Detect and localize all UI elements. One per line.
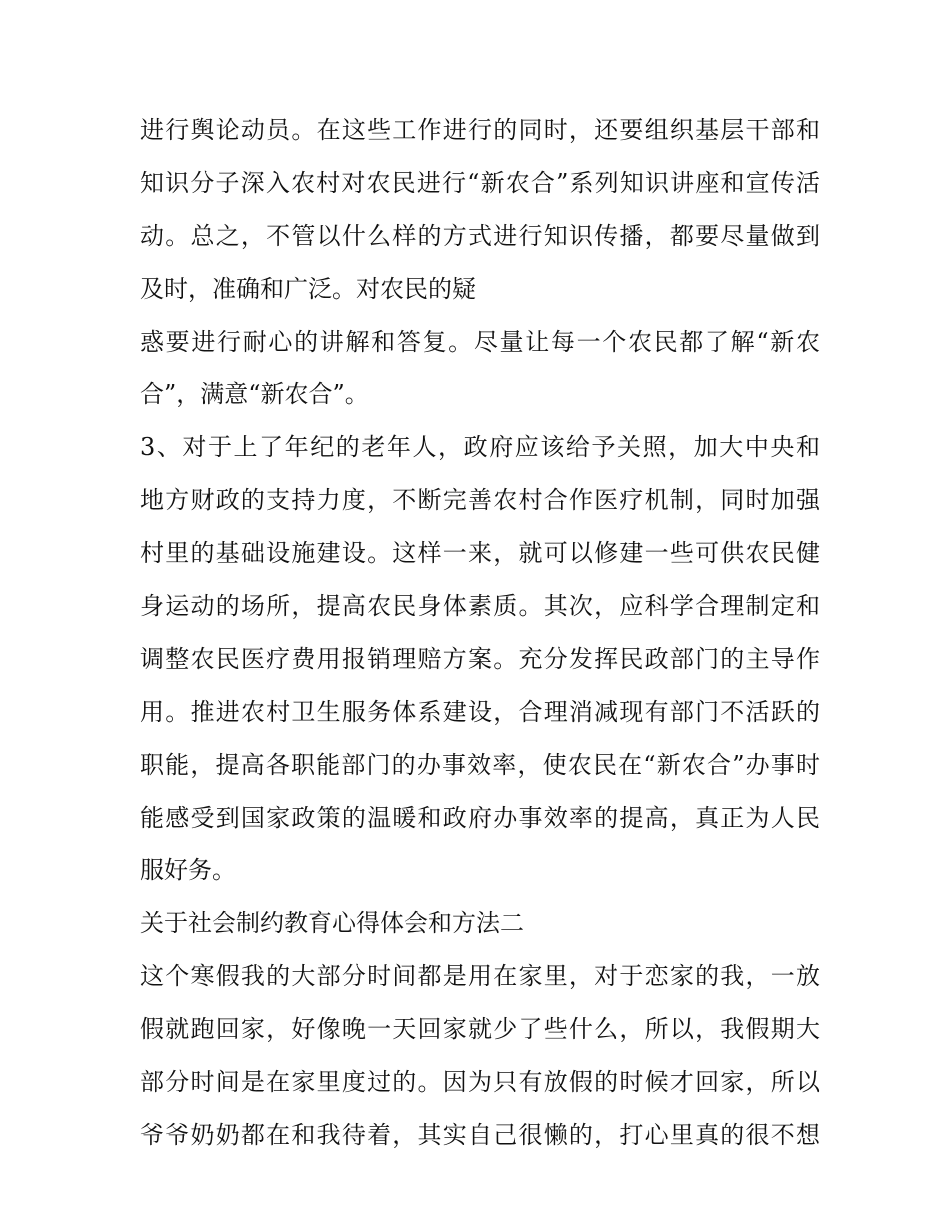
text-line: 调整农民医疗费用报销理赔方案。充分发挥民政部门的主导作 [140,644,820,673]
document-body [140,104,820,1162]
text-line: 爷爷奶奶都在和我待着，其实自己很懒的，打心里真的很不想 [140,1120,820,1149]
text-line: 地方财政的支持力度，不断完善农村合作医疗机制，同时加强 [140,486,820,515]
text-line: 职能，提高各职能部门的办事效率，使农民在“新农合”办事时 [140,750,820,779]
text-line: 合”，满意“新农合”。 [140,380,369,409]
text-line: 知识分子深入农村对农民进行“新农合”系列知识讲座和宣传活 [140,168,820,197]
text-line: 假就跑回家，好像晚一天回家就少了些什么，所以，我假期大 [140,1015,820,1044]
text-line: 惑要进行耐心的讲解和答复。尽量让每一个农民都了解“新农 [140,327,820,356]
text-line: 动。总之，不管以什么样的方式进行知识传播，都要尽量做到 [140,221,820,250]
text-line: 关于社会制约教育心得体会和方法二 [140,909,524,938]
text-line: 部分时间是在家里度过的。因为只有放假的时候才回家，所以 [140,1068,820,1097]
text-line: 能感受到国家政策的温暖和政府办事效率的提高，真正为人民 [140,803,820,832]
text-line: 身运动的场所，提高农民身体素质。其次，应科学合理制定和 [140,592,820,621]
text-line: 服好务。 [140,856,236,885]
text-line: 村里的基础设施建设。这样一来，就可以修建一些可供农民健 [140,539,820,568]
text-line: 这个寒假我的大部分时间都是用在家里，对于恋家的我，一放 [140,962,820,991]
text-line: 用。推进农村卫生服务体系建设，合理消减现有部门不活跃的 [140,697,820,726]
text-line: 3、对于上了年纪的老年人，政府应该给予关照，加大中央和 [140,433,820,462]
text-line: 进行舆论动员。在这些工作进行的同时，还要组织基层干部和 [140,116,820,144]
text-line: 及时，准确和广泛。对农民的疑 [140,274,476,303]
